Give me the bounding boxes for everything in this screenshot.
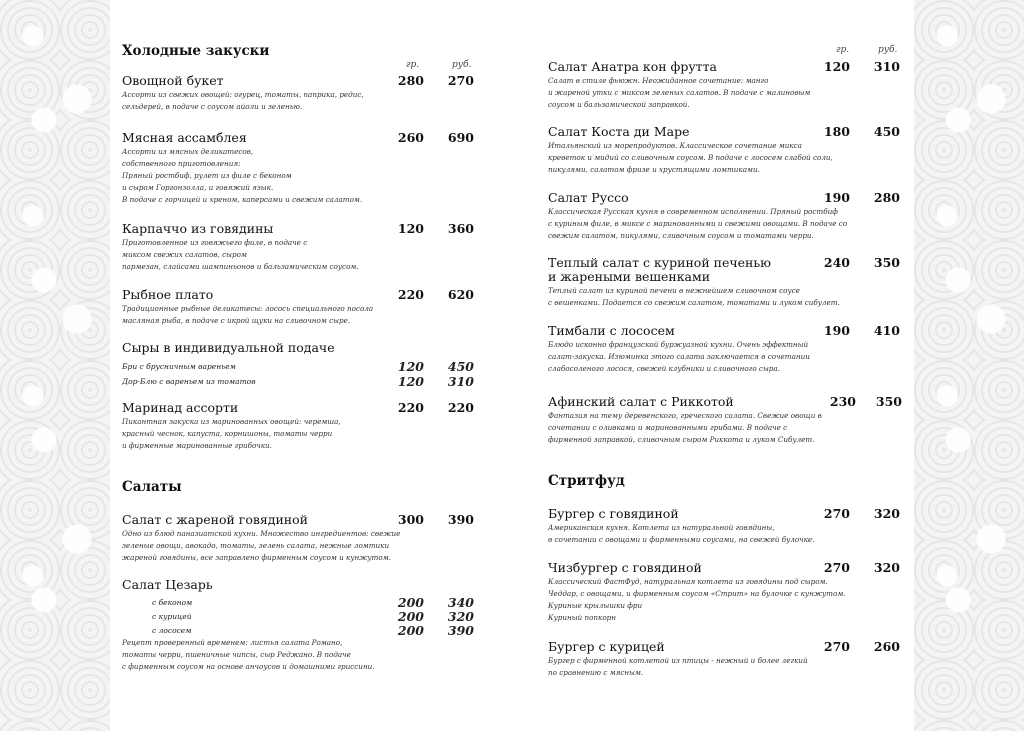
item-weight: 240 xyxy=(823,255,850,270)
item-description: Фантазия на тему деревенского, греческого салата. Свежие овощи в сочетании с оливками и маринованными грибами. В подаче с фирменной заправкой, сливочным сыром Риккота и луком Сибулет. xyxy=(548,411,822,444)
variant-weight: 200 xyxy=(397,623,424,638)
menu-item xyxy=(548,256,900,309)
item-description: Классический ФастФуд, натуральная котлета из говядины под сыром. Чеддар, с овощами, и фирменным соусом «Стрит» на булочке с кунжутом. Куриные крылышки фри Куриный попкорн xyxy=(548,577,846,622)
variant-price: 450 xyxy=(447,359,474,374)
item-price: 350 xyxy=(875,394,902,409)
item-name: Салат Цезарь xyxy=(122,577,213,592)
item-name: Мясная ассамблея xyxy=(122,130,247,145)
item-price: 360 xyxy=(447,221,474,236)
menu-item xyxy=(122,131,482,206)
variant-label: Дор-Блю с вареньем из томатов xyxy=(122,377,256,386)
item-description: Салат в стиле фьюжн. Неожиданное сочетание: манго и жареной утки с миксом зеленых салатов. В подаче с малиновым соусом и бальзамической заправкой. xyxy=(548,76,811,109)
header-gr: гр. xyxy=(836,45,850,55)
header-rub: руб. xyxy=(878,45,898,55)
item-description: Одно из блюд паназиатской кухни. Множество ингредиентов: свежие зеленые овощи, авокадо, томаты, зелень салата, нежные ломтики жареной говядины, все заправлено фирменным соусом и кунжутом. xyxy=(122,529,401,562)
menu-item xyxy=(548,191,900,242)
variant-label: с курицей xyxy=(152,612,192,621)
header-rub: руб. xyxy=(452,60,472,70)
item-name: Теплый салат с куриной печенью xyxy=(548,255,772,270)
item-description: Бургер с фирменной котлетой из птицы - нежный и более легкий по сравнению с мясным. xyxy=(548,656,808,677)
item-description: Теплый салат из куриной печени в нежнейшем сливочном соусе с вешенками. Подается со свежим салатом, томатами и луком сибулет. xyxy=(548,286,840,307)
item-name: Салат Коста ди Маре xyxy=(548,124,690,139)
item-name: Бургер с курицей xyxy=(548,639,665,654)
item-name: Рыбное плато xyxy=(122,287,214,302)
item-name: Сыры в индивидуальной подаче xyxy=(122,340,335,355)
paisley-ornament-left xyxy=(0,0,110,731)
item-price: 350 xyxy=(873,255,900,270)
menu-item xyxy=(122,288,482,327)
item-price: 280 xyxy=(873,190,900,205)
item-price: 690 xyxy=(447,130,474,145)
variant-label: с лососем xyxy=(152,626,192,635)
section-title-salads: Салаты xyxy=(122,479,182,495)
variant-label: Бри с брусничным вареньем xyxy=(122,362,236,371)
item-weight: 120 xyxy=(397,221,424,236)
item-weight: 270 xyxy=(823,506,850,521)
item-price: 390 xyxy=(447,512,474,527)
item-weight: 270 xyxy=(823,639,850,654)
item-description: Американская кухня. Котлета из натуральной говядины, в сочетании с овощами и фирменными соусами, на свежей булочке. xyxy=(548,523,815,544)
menu-item xyxy=(122,222,482,273)
item-weight: 280 xyxy=(397,73,424,88)
menu-item xyxy=(548,125,900,176)
item-weight: 190 xyxy=(823,323,850,338)
menu-item xyxy=(122,401,482,452)
item-description: Блюдо исконно французской буржуазной кухни. Очень эффектный салат-закуска. Изюминка этого салата заключается в сочетании слабосоленого лосося, свежей клубники и сливочного сыра. xyxy=(548,340,810,373)
item-weight: 220 xyxy=(397,400,424,415)
variant-price: 310 xyxy=(447,374,474,389)
menu-item xyxy=(122,74,482,113)
item-description: Классическая Русская кухня в современном исполнении. Пряный ростбиф с куриным филе, в миксе с маринованными и свежими овощами. В подаче со свежим салатом, пикулями, сливочным соусом и томатами черри. xyxy=(548,207,848,240)
item-description: Традиционные рыбные деликатесы: лосось специального посола масляная рыба, в подаче с икрой щуки на сливочном сыре. xyxy=(122,304,374,325)
header-gr: гр. xyxy=(406,60,420,70)
variant-price: 320 xyxy=(447,609,474,624)
item-description: Итальянский из морепродуктов. Классическое сочетание микса креветок и мидий со сливочным соусом. В подаче с лососем слабой соли, пикулями, салатом фризе и хрустящими ломтиками. xyxy=(548,141,833,174)
item-weight: 180 xyxy=(823,124,850,139)
variant-weight: 120 xyxy=(397,374,424,389)
menu-item xyxy=(122,341,482,355)
item-weight: 220 xyxy=(397,287,424,302)
item-name-line2: и жареными вешенками xyxy=(548,269,711,284)
item-name: Салат с жареной говядиной xyxy=(122,512,308,527)
item-price: 270 xyxy=(447,73,474,88)
item-weight: 190 xyxy=(823,190,850,205)
item-name: Бургер с говядиной xyxy=(548,506,679,521)
item-name: Овощной букет xyxy=(122,73,224,88)
item-description: Ассорти из мясных деликатесов, собственного приготовления: Пряный ростбиф, рулет из филе с беконом и сыром Горгонзолла, и говяжий язык. В подаче с горчицей и хреном, каперсами и свежим салатом. xyxy=(122,147,363,204)
variant-price: 390 xyxy=(447,623,474,638)
item-weight: 260 xyxy=(397,130,424,145)
item-weight: 300 xyxy=(397,512,424,527)
section-title-streetfood: Стритфуд xyxy=(548,473,625,489)
menu-item xyxy=(548,395,900,446)
variant-weight: 120 xyxy=(397,359,424,374)
variant-label: с беконом xyxy=(152,598,193,607)
item-description: Рецепт проверенный временем: листья салата Романо, томаты черри, пшеничные чипсы, сыр Реджано. В подаче с фирменным соусом на основе анчоусов и домашними гриссини. xyxy=(122,638,375,671)
item-name: Салат Анатра кон фрутта xyxy=(548,59,717,74)
menu-item xyxy=(548,507,900,546)
item-name: Чизбургер с говядиной xyxy=(548,560,702,575)
item-name: Салат Руссо xyxy=(548,190,629,205)
item-price: 320 xyxy=(873,506,900,521)
menu-item xyxy=(122,578,482,592)
item-price: 320 xyxy=(873,560,900,575)
item-description: Ассорти из свежих овощей: огурец, томаты, паприка, редис, сельдерей, в подаче с соусом айоли и зеленью. xyxy=(122,90,364,111)
variant-price: 340 xyxy=(447,595,474,610)
item-name: Маринад ассорти xyxy=(122,400,239,415)
paisley-ornament-right xyxy=(914,0,1024,731)
item-name: Афинский салат с Риккотой xyxy=(548,394,734,409)
section-title-cold: Холодные закуски xyxy=(122,43,270,59)
menu-item xyxy=(548,640,900,679)
item-price: 310 xyxy=(873,59,900,74)
item-name: Тимбали с лососем xyxy=(548,323,675,338)
item-weight: 270 xyxy=(823,560,850,575)
item-price: 220 xyxy=(447,400,474,415)
variant-weight: 200 xyxy=(397,595,424,610)
item-price: 620 xyxy=(447,287,474,302)
item-price: 410 xyxy=(873,323,900,338)
item-price: 450 xyxy=(873,124,900,139)
item-weight: 230 xyxy=(829,394,856,409)
menu-item xyxy=(548,324,900,375)
item-name: Карпаччо из говядины xyxy=(122,221,274,236)
menu-item xyxy=(122,513,482,564)
item-price: 260 xyxy=(873,639,900,654)
item-description: Приготовленное из говяжьего филе, в подаче с миксом свежих салатов, сыром пармезан, слайсами шампиньонов и бальзамическим соусом. xyxy=(122,238,359,271)
variant-weight: 200 xyxy=(397,609,424,624)
menu-item xyxy=(548,561,900,624)
menu-item xyxy=(548,60,900,111)
item-weight: 120 xyxy=(823,59,850,74)
item-description: Пикантная закуска из маринованных овощей: черемша, красный чеснок, капуста, корнишоны, томаты черри и фирменные маринованные грибочки. xyxy=(122,417,341,450)
